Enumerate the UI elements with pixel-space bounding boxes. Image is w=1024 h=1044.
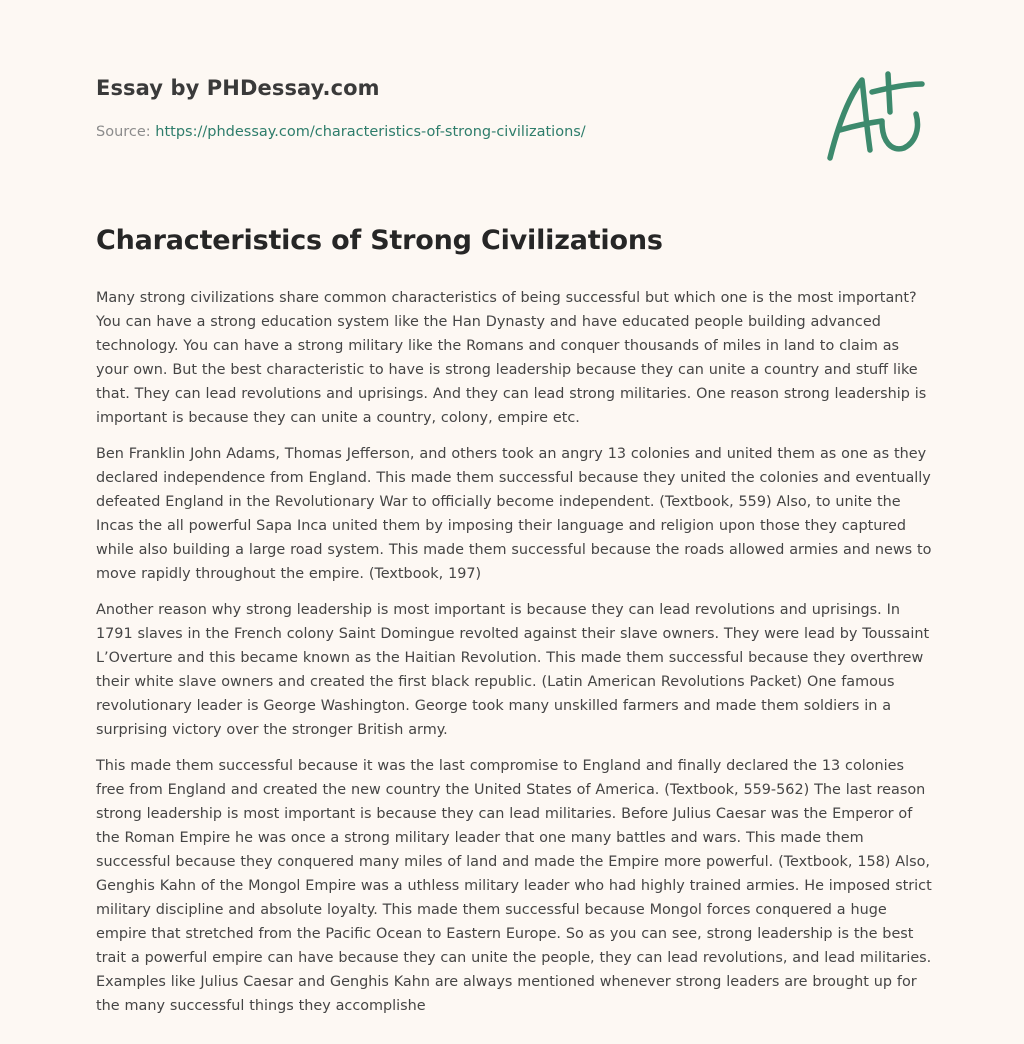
source-link[interactable]: https://phdessay.com/characteristics-of-strong-civilizations/	[155, 124, 586, 140]
essay-title: Characteristics of Strong Civilizations	[96, 225, 663, 256]
source-line	[96, 124, 586, 140]
source-label: Source:	[96, 124, 156, 140]
site-brand: Essay by PHDessay.com	[96, 76, 380, 100]
essay-paragraph: Another reason why strong leadership is most important is because they can lead revolutions and uprisings. In 1791 slaves in the French colony Saint Domingue revolted against their slave owners. They were lead by Toussaint L’Overture and this became known as the Haitian Revolution. This made them successful because they overthrew their white slave owners and created the first black republic. (Latin American Revolutions Packet) One famous revolutionary leader is George Washington. George took many unskilled farmers and made them soldiers in a surprising victory over the stronger British army.	[96, 602, 930, 738]
essay-paragraph: Ben Franklin John Adams, Thomas Jefferson, and others took an angry 13 colonies and united them as one as they declared independence from England. This made them successful because they united the colonies and eventually defeated England in the Revolutionary War to officially become independent. (Textbook, 559) Also, to unite the Incas the all powerful Sapa Inca united them by imposing their language and religion upon those they captured while also building a large road system. This made them successful because the roads allowed armies and news to move rapidly throughout the empire. (Textbook, 197)	[96, 446, 932, 582]
essay-paragraph: This made them successful because it was the last compromise to England and finally declared the 13 colonies free from England and created the new country the United States of America. (Textbook, 559-562) The last reason strong leadership is most important is because they can lead militaries. Before Julius Caesar was the Emperor of the Roman Empire he was once a strong military leader that one many battles and wars. This made them successful because they conquered many miles of land and made the Empire more powerful. (Textbook, 158) Also, Genghis Kahn of the Mongol Empire was a uthless military leader who had highly trained armies. He imposed strict military discipline and absolute loyalty. This made them successful because Mongol forces conquered a huge empire that stretched from the Pacific Ocean to Eastern Europe. So as you can see, strong leadership is the best trait a powerful empire can have because they can unite the people, they can lead revolutions, and lead militaries. Examples like Julius Caesar and Genghis Kahn are always mentioned whenever strong leaders are brought up for the many successful things they accomplishe	[96, 758, 932, 1014]
essay-paragraph: Many strong civilizations share common characteristics of being successful but which one is the most important? You can have a strong education system like the Han Dynasty and have educated people building advanced technology. You can have a strong military like the Romans and conquer thousands of miles in land to claim as your own. But the best characteristic to have is strong leadership because they can unite a country and stuff like that. They can lead revolutions and uprisings. And they can lead strong militaries. One reason strong leadership is important is because they can unite a country, colony, empire etc.	[96, 290, 927, 426]
essay-body	[96, 286, 936, 1030]
a-plus-grade-icon	[818, 66, 930, 166]
